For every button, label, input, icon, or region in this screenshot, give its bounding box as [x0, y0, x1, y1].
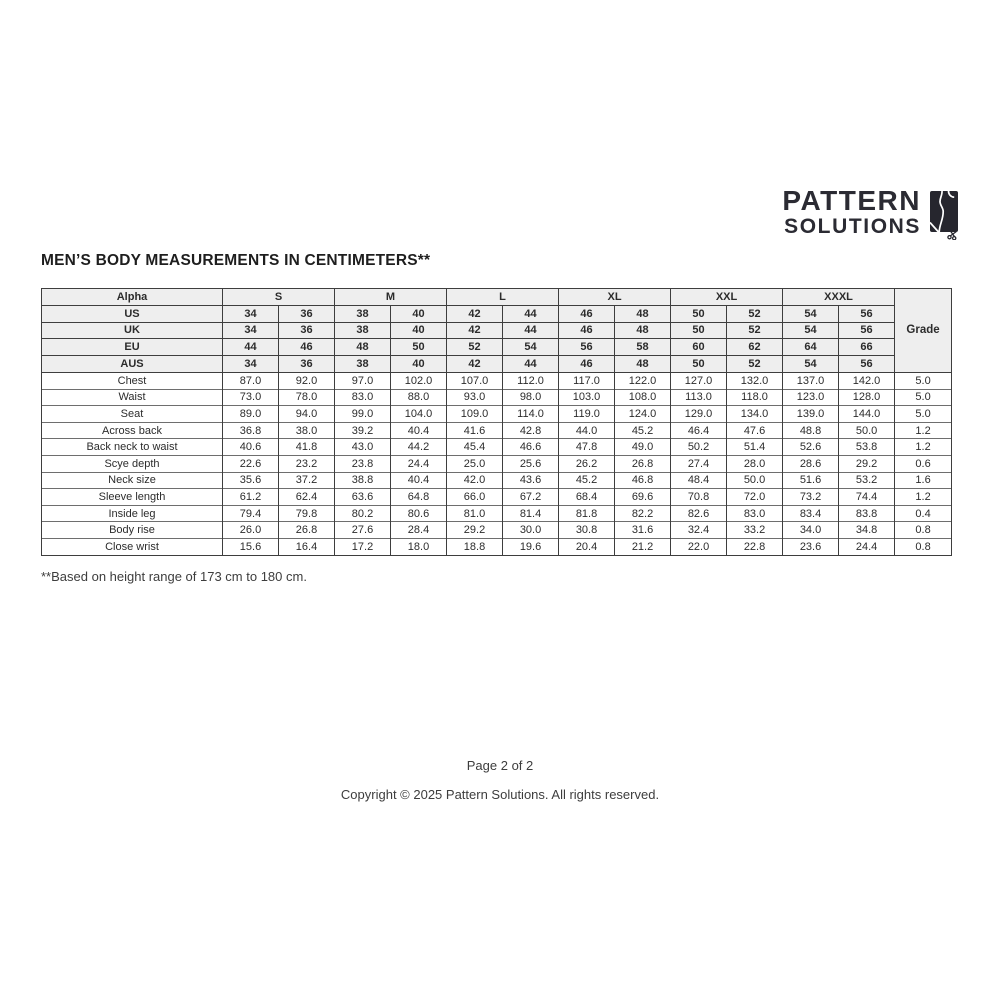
measurement-cell: 23.2 — [279, 455, 335, 472]
measurement-cell: 72.0 — [727, 489, 783, 506]
measurement-cell: 99.0 — [335, 406, 391, 423]
measurements-table — [41, 288, 952, 556]
measurement-cell: 45.2 — [559, 472, 615, 489]
size-group-header: M — [335, 289, 447, 306]
measurement-cell: 119.0 — [559, 406, 615, 423]
size-cell: 64 — [783, 339, 839, 356]
measurement-cell: 26.8 — [615, 455, 671, 472]
size-cell: 46 — [559, 356, 615, 373]
page-number: Page 2 of 2 — [466, 758, 534, 773]
size-row-label: US — [42, 305, 223, 322]
alpha-header: Alpha — [42, 289, 223, 306]
size-cell: 56 — [839, 322, 895, 339]
size-cell: 38 — [335, 356, 391, 373]
measurement-cell: 73.2 — [783, 489, 839, 506]
measurement-cell: 26.8 — [279, 522, 335, 539]
measurement-cell: 142.0 — [839, 372, 895, 389]
measurement-cell: 63.6 — [335, 489, 391, 506]
size-cell: 36 — [279, 356, 335, 373]
grade-cell: 1.6 — [895, 472, 952, 489]
size-cell: 44 — [503, 322, 559, 339]
measurement-cell: 28.6 — [783, 455, 839, 472]
size-cell: 48 — [615, 322, 671, 339]
size-cell: 54 — [783, 356, 839, 373]
measurement-cell: 118.0 — [727, 389, 783, 406]
measurement-cell: 36.8 — [223, 422, 279, 439]
measurement-cell: 66.0 — [447, 489, 503, 506]
measurement-cell: 40.4 — [391, 472, 447, 489]
measurement-cell: 108.0 — [615, 389, 671, 406]
measurement-cell: 27.4 — [671, 455, 727, 472]
measurement-cell: 21.2 — [615, 538, 671, 555]
measurement-cell: 38.0 — [279, 422, 335, 439]
grade-header: Grade — [895, 289, 952, 373]
measurement-cell: 46.8 — [615, 472, 671, 489]
measurement-cell: 27.6 — [335, 522, 391, 539]
measurement-cell: 67.2 — [503, 489, 559, 506]
measurement-cell: 29.2 — [839, 455, 895, 472]
measurement-cell: 43.6 — [503, 472, 559, 489]
measurement-label: Scye depth — [42, 455, 223, 472]
size-cell: 58 — [615, 339, 671, 356]
pattern-piece-icon — [929, 190, 960, 240]
measurement-cell: 23.6 — [783, 538, 839, 555]
scissors-icon — [948, 231, 956, 240]
size-group-header: L — [447, 289, 559, 306]
measurement-cell: 28.0 — [727, 455, 783, 472]
page-title: MEN’S BODY MEASUREMENTS IN CENTIMETERS** — [41, 252, 431, 269]
measurement-cell: 102.0 — [391, 372, 447, 389]
size-cell: 44 — [503, 305, 559, 322]
measurement-cell: 45.2 — [615, 422, 671, 439]
measurement-cell: 61.2 — [223, 489, 279, 506]
size-cell: 52 — [727, 305, 783, 322]
measurement-cell: 82.2 — [615, 505, 671, 522]
size-cell: 46 — [279, 339, 335, 356]
measurement-cell: 69.6 — [615, 489, 671, 506]
measurement-cell: 81.8 — [559, 505, 615, 522]
measurement-cell: 97.0 — [335, 372, 391, 389]
measurement-label: Inside leg — [42, 505, 223, 522]
measurement-cell: 40.4 — [391, 422, 447, 439]
measurement-cell: 94.0 — [279, 406, 335, 423]
measurement-cell: 50.0 — [727, 472, 783, 489]
measurement-cell: 79.8 — [279, 505, 335, 522]
measurement-cell: 114.0 — [503, 406, 559, 423]
measurement-cell: 62.4 — [279, 489, 335, 506]
measurement-cell: 42.8 — [503, 422, 559, 439]
size-cell: 38 — [335, 305, 391, 322]
measurement-cell: 107.0 — [447, 372, 503, 389]
logo-wordmark — [782, 187, 921, 238]
size-cell: 44 — [223, 339, 279, 356]
measurement-cell: 47.8 — [559, 439, 615, 456]
measurement-cell: 49.0 — [615, 439, 671, 456]
measurement-cell: 30.8 — [559, 522, 615, 539]
size-cell: 34 — [223, 356, 279, 373]
measurement-cell: 78.0 — [279, 389, 335, 406]
size-cell: 60 — [671, 339, 727, 356]
size-cell: 48 — [335, 339, 391, 356]
measurement-cell: 26.2 — [559, 455, 615, 472]
measurement-cell: 37.2 — [279, 472, 335, 489]
size-cell: 48 — [615, 356, 671, 373]
size-cell: 46 — [559, 305, 615, 322]
size-cell: 38 — [335, 322, 391, 339]
measurement-cell: 48.4 — [671, 472, 727, 489]
measurement-cell: 83.4 — [783, 505, 839, 522]
size-cell: 56 — [559, 339, 615, 356]
size-cell: 36 — [279, 305, 335, 322]
measurement-cell: 113.0 — [671, 389, 727, 406]
size-cell: 54 — [783, 305, 839, 322]
measurement-cell: 45.4 — [447, 439, 503, 456]
size-cell: 40 — [391, 305, 447, 322]
measurement-cell: 129.0 — [671, 406, 727, 423]
measurement-label: Back neck to waist — [42, 439, 223, 456]
measurement-cell: 17.2 — [335, 538, 391, 555]
measurement-cell: 127.0 — [671, 372, 727, 389]
size-cell: 44 — [503, 356, 559, 373]
measurement-cell: 124.0 — [615, 406, 671, 423]
measurement-cell: 22.8 — [727, 538, 783, 555]
measurement-cell: 16.4 — [279, 538, 335, 555]
measurement-cell: 39.2 — [335, 422, 391, 439]
size-cell: 48 — [615, 305, 671, 322]
grade-cell: 0.4 — [895, 505, 952, 522]
measurement-cell: 93.0 — [447, 389, 503, 406]
measurement-cell: 25.6 — [503, 455, 559, 472]
measurement-label: Sleeve length — [42, 489, 223, 506]
size-group-header: XXL — [671, 289, 783, 306]
measurement-cell: 23.8 — [335, 455, 391, 472]
measurement-cell: 132.0 — [727, 372, 783, 389]
measurement-cell: 34.0 — [783, 522, 839, 539]
measurement-cell: 44.2 — [391, 439, 447, 456]
size-cell: 52 — [727, 356, 783, 373]
measurement-cell: 40.6 — [223, 439, 279, 456]
measurement-label: Across back — [42, 422, 223, 439]
pattern-solutions-logo — [782, 187, 960, 240]
size-cell: 46 — [559, 322, 615, 339]
measurement-cell: 32.4 — [671, 522, 727, 539]
measurement-cell: 70.8 — [671, 489, 727, 506]
size-cell: 56 — [839, 305, 895, 322]
measurement-cell: 51.6 — [783, 472, 839, 489]
measurement-cell: 31.6 — [615, 522, 671, 539]
measurement-cell: 64.8 — [391, 489, 447, 506]
measurement-cell: 29.2 — [447, 522, 503, 539]
size-cell: 42 — [447, 356, 503, 373]
measurement-cell: 43.0 — [335, 439, 391, 456]
grade-cell: 5.0 — [895, 389, 952, 406]
size-row-label: EU — [42, 339, 223, 356]
grade-cell: 1.2 — [895, 439, 952, 456]
logo-line-solutions: SOLUTIONS — [784, 215, 921, 238]
measurement-cell: 18.0 — [391, 538, 447, 555]
measurement-cell: 117.0 — [559, 372, 615, 389]
measurement-cell: 80.2 — [335, 505, 391, 522]
measurement-cell: 38.8 — [335, 472, 391, 489]
measurement-cell: 137.0 — [783, 372, 839, 389]
size-cell: 40 — [391, 322, 447, 339]
measurement-cell: 83.0 — [727, 505, 783, 522]
logo-line-pattern: PATTERN — [782, 185, 921, 216]
size-cell: 40 — [391, 356, 447, 373]
size-cell: 50 — [671, 322, 727, 339]
grade-cell: 0.8 — [895, 522, 952, 539]
copyright-notice: Copyright © 2025 Pattern Solutions. All rights reserved. — [340, 787, 660, 802]
measurement-cell: 34.8 — [839, 522, 895, 539]
measurement-cell: 81.4 — [503, 505, 559, 522]
measurement-cell: 22.6 — [223, 455, 279, 472]
measurement-cell: 24.4 — [839, 538, 895, 555]
measurement-cell: 20.4 — [559, 538, 615, 555]
size-cell: 42 — [447, 322, 503, 339]
size-group-header: S — [223, 289, 335, 306]
measurement-cell: 103.0 — [559, 389, 615, 406]
measurement-cell: 19.6 — [503, 538, 559, 555]
measurement-cell: 51.4 — [727, 439, 783, 456]
grade-cell: 0.8 — [895, 538, 952, 555]
measurement-cell: 89.0 — [223, 406, 279, 423]
size-row-label: AUS — [42, 356, 223, 373]
height-range-footnote: **Based on height range of 173 cm to 180 cm. — [41, 569, 307, 584]
size-cell: 36 — [279, 322, 335, 339]
size-cell: 52 — [727, 322, 783, 339]
measurement-cell: 104.0 — [391, 406, 447, 423]
size-cell: 56 — [839, 356, 895, 373]
measurement-cell: 18.8 — [447, 538, 503, 555]
measurement-cell: 83.8 — [839, 505, 895, 522]
measurement-cell: 112.0 — [503, 372, 559, 389]
measurement-cell: 134.0 — [727, 406, 783, 423]
measurement-label: Neck size — [42, 472, 223, 489]
measurement-cell: 41.6 — [447, 422, 503, 439]
measurement-cell: 80.6 — [391, 505, 447, 522]
measurement-cell: 28.4 — [391, 522, 447, 539]
measurement-cell: 53.2 — [839, 472, 895, 489]
size-cell: 34 — [223, 305, 279, 322]
measurement-cell: 26.0 — [223, 522, 279, 539]
measurement-label: Chest — [42, 372, 223, 389]
measurement-cell: 68.4 — [559, 489, 615, 506]
measurement-cell: 44.0 — [559, 422, 615, 439]
size-cell: 50 — [671, 305, 727, 322]
size-cell: 52 — [447, 339, 503, 356]
size-cell: 42 — [447, 305, 503, 322]
measurement-cell: 81.0 — [447, 505, 503, 522]
grade-cell: 5.0 — [895, 406, 952, 423]
grade-cell: 0.6 — [895, 455, 952, 472]
size-cell: 66 — [839, 339, 895, 356]
measurement-cell: 41.8 — [279, 439, 335, 456]
measurement-cell: 74.4 — [839, 489, 895, 506]
measurement-cell: 25.0 — [447, 455, 503, 472]
size-cell: 54 — [783, 322, 839, 339]
measurement-cell: 50.2 — [671, 439, 727, 456]
grade-cell: 5.0 — [895, 372, 952, 389]
measurement-cell: 15.6 — [223, 538, 279, 555]
measurement-cell: 87.0 — [223, 372, 279, 389]
measurement-cell: 22.0 — [671, 538, 727, 555]
measurement-cell: 122.0 — [615, 372, 671, 389]
size-cell: 62 — [727, 339, 783, 356]
measurement-cell: 79.4 — [223, 505, 279, 522]
measurement-cell: 139.0 — [783, 406, 839, 423]
size-group-header: XL — [559, 289, 671, 306]
measurement-cell: 33.2 — [727, 522, 783, 539]
measurement-label: Waist — [42, 389, 223, 406]
measurement-cell: 53.8 — [839, 439, 895, 456]
size-group-header: XXXL — [783, 289, 895, 306]
measurement-cell: 123.0 — [783, 389, 839, 406]
measurement-label: Close wrist — [42, 538, 223, 555]
size-cell: 50 — [671, 356, 727, 373]
measurement-cell: 92.0 — [279, 372, 335, 389]
measurement-cell: 30.0 — [503, 522, 559, 539]
measurement-cell: 73.0 — [223, 389, 279, 406]
measurement-cell: 98.0 — [503, 389, 559, 406]
grade-cell: 1.2 — [895, 422, 952, 439]
measurement-cell: 46.4 — [671, 422, 727, 439]
measurement-label: Body rise — [42, 522, 223, 539]
measurement-cell: 47.6 — [727, 422, 783, 439]
measurement-cell: 46.6 — [503, 439, 559, 456]
measurement-cell: 83.0 — [335, 389, 391, 406]
size-cell: 34 — [223, 322, 279, 339]
size-row-label: UK — [42, 322, 223, 339]
grade-cell: 1.2 — [895, 489, 952, 506]
measurement-cell: 42.0 — [447, 472, 503, 489]
size-cell: 50 — [391, 339, 447, 356]
measurement-cell: 82.6 — [671, 505, 727, 522]
measurement-cell: 35.6 — [223, 472, 279, 489]
measurement-label: Seat — [42, 406, 223, 423]
size-cell: 54 — [503, 339, 559, 356]
measurement-cell: 24.4 — [391, 455, 447, 472]
measurement-cell: 109.0 — [447, 406, 503, 423]
measurement-cell: 48.8 — [783, 422, 839, 439]
measurement-cell: 50.0 — [839, 422, 895, 439]
measurement-cell: 52.6 — [783, 439, 839, 456]
measurement-cell: 88.0 — [391, 389, 447, 406]
measurement-cell: 128.0 — [839, 389, 895, 406]
measurement-cell: 144.0 — [839, 406, 895, 423]
